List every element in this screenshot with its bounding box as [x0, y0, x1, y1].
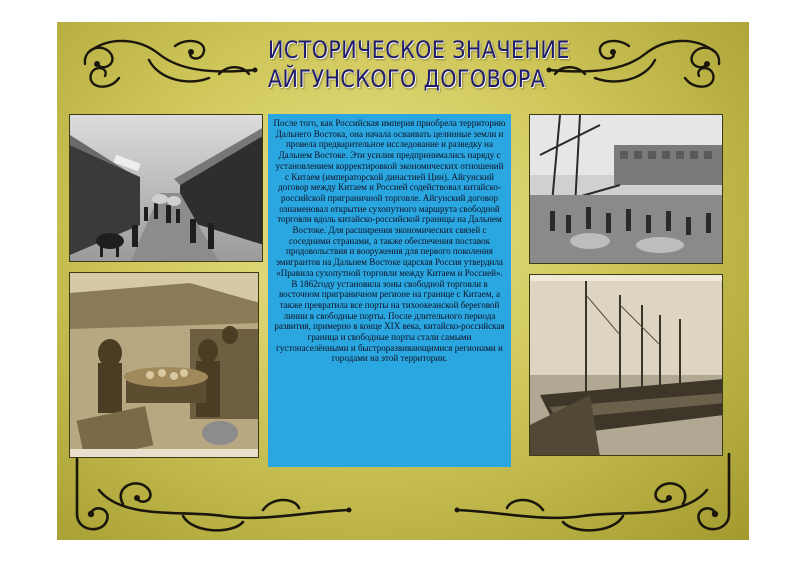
- historic-boats-photo-icon: [530, 275, 723, 456]
- title-line-1: ИСТОРИЧЕСКОЕ ЗНАЧЕНИЕ: [268, 36, 570, 64]
- river-boats-photo: [529, 274, 723, 456]
- historic-street-photo-icon: [70, 115, 263, 262]
- street-vendors-photo: [69, 272, 259, 458]
- body-text: После того, как Российская империя приобрела территорию Дальнего Востока, она начала осваивать целинные земли и провела предварительное исследование и разведку на Дальнем Востоке. Эти усилия предпринимались наряду с установлением корректировкой экономических отношений с Китаем (императорской династией Цин). Айгунский договор между Китаем и Россией содействовал китайско-российской приграничной торговле. Айгунский договор ознаменовал открытие сухопутного маршрута свободной торговли вдоль китайско-российской границы на Дальнем Востоке. Для расширения экономических связей с соседними странами, а также обеспечения поставок продовольствия и вооружения для первого поколения эмигрантов на Дальнем Востоке царская Россия утвердила «Правила сухопутной торговли между Китаем и Россией». В 1862году установила зоны свободной торговли в восточном приграничном регионе на границе с Китаем, а также превратила все порты на тихоокеанской береговой линии в свободные порты. После длительного периода развития, примерно в конце XIX века, китайско-российская граница и свободные порты стали самыми густонаселёнными и быстроразвивающимися регионами и городами на этой территории.: [273, 118, 506, 364]
- historic-harbor-photo-icon: [530, 115, 723, 264]
- top-right-ornament-icon: [545, 34, 725, 96]
- slide-title: [268, 36, 570, 94]
- top-left-ornament-icon: [79, 34, 259, 96]
- title-line-2: АЙГУНСКОГО ДОГОВОРА: [268, 65, 546, 93]
- slide: [57, 22, 749, 540]
- street-market-photo: [69, 114, 263, 262]
- historic-vendors-photo-icon: [70, 273, 259, 458]
- harbor-workers-photo: [529, 114, 723, 264]
- body-text-box: [268, 114, 511, 467]
